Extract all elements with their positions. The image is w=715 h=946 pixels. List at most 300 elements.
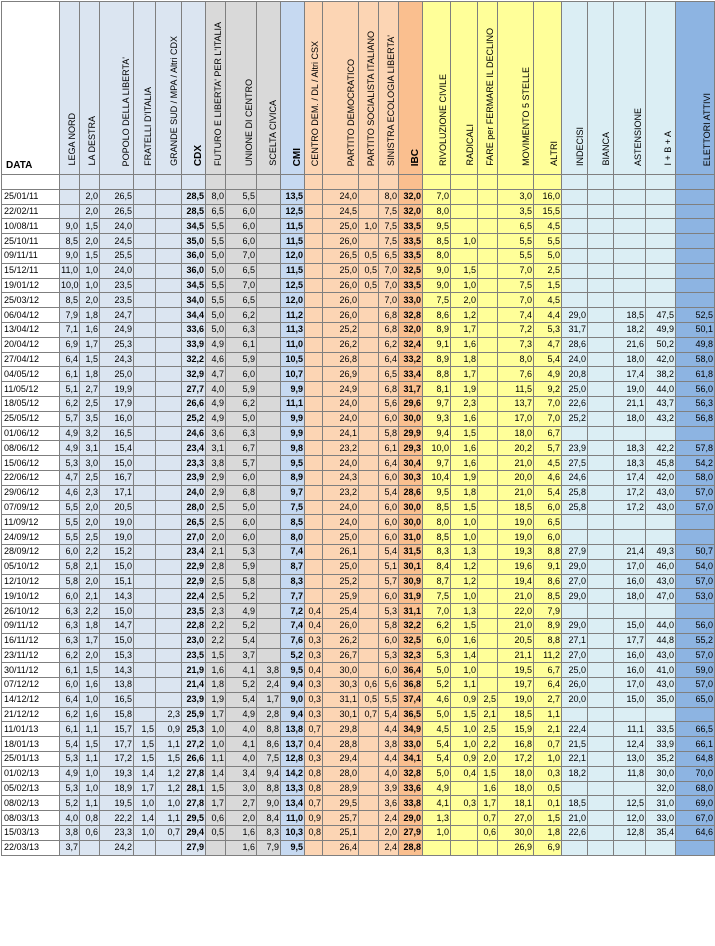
value-cell: 17,1 xyxy=(100,485,134,500)
value-cell xyxy=(156,189,182,204)
value-cell xyxy=(588,441,614,456)
value-cell xyxy=(359,352,379,367)
value-cell xyxy=(478,470,498,485)
value-cell: 1,6 xyxy=(451,441,478,456)
value-cell: 6,0 xyxy=(226,470,257,485)
value-cell: 45,8 xyxy=(646,456,676,471)
value-cell xyxy=(646,530,676,545)
value-cell xyxy=(676,293,715,308)
value-cell: 1,5 xyxy=(534,811,562,826)
value-cell: 7,9 xyxy=(534,604,562,619)
value-cell: 57,0 xyxy=(676,648,715,663)
value-cell xyxy=(588,796,614,811)
value-cell: 5,3 xyxy=(423,648,451,663)
value-cell: 16,8 xyxy=(498,737,534,752)
value-cell xyxy=(646,219,676,234)
date-cell: 25/03/12 xyxy=(2,293,60,308)
value-cell: 0,3 xyxy=(305,707,323,722)
value-cell xyxy=(257,426,281,441)
value-cell: 22,0 xyxy=(498,604,534,619)
column-header xyxy=(562,2,588,175)
value-cell xyxy=(156,293,182,308)
value-cell: 1,7 xyxy=(451,367,478,382)
spacer-cell xyxy=(305,175,323,190)
value-cell: 9,0 xyxy=(423,263,451,278)
value-cell xyxy=(478,352,498,367)
value-cell: 32,9 xyxy=(182,367,206,382)
value-cell: 24,0 xyxy=(323,396,359,411)
column-header-label: GRANDE SUD / MPA / Altri CDX xyxy=(169,36,179,166)
value-cell xyxy=(134,441,156,456)
value-cell xyxy=(156,648,182,663)
value-cell: 19,0 xyxy=(100,530,134,545)
value-cell xyxy=(305,470,323,485)
value-cell xyxy=(614,781,646,796)
value-cell: 6,0 xyxy=(423,633,451,648)
value-cell: 8,8 xyxy=(257,781,281,796)
spacer-cell xyxy=(379,175,399,190)
value-cell xyxy=(257,648,281,663)
date-cell: 20/04/12 xyxy=(2,337,60,352)
value-cell: 5,2 xyxy=(226,589,257,604)
value-cell: 6,1 xyxy=(379,441,399,456)
value-cell: 1,0 xyxy=(206,737,226,752)
value-cell xyxy=(305,840,323,855)
value-cell: 2,0 xyxy=(80,500,100,515)
value-cell: 9,0 xyxy=(423,278,451,293)
value-cell xyxy=(305,189,323,204)
value-cell: 16,0 xyxy=(614,574,646,589)
value-cell xyxy=(156,559,182,574)
value-cell xyxy=(588,485,614,500)
value-cell: 11,3 xyxy=(281,322,305,337)
value-cell: 21,4 xyxy=(182,678,206,693)
value-cell xyxy=(359,648,379,663)
value-cell xyxy=(478,604,498,619)
value-cell: 24,0 xyxy=(323,515,359,530)
value-cell xyxy=(305,574,323,589)
value-cell: 1,1 xyxy=(451,678,478,693)
value-cell: 12,0 xyxy=(614,811,646,826)
value-cell: 25,2 xyxy=(323,322,359,337)
value-cell: 24,3 xyxy=(323,470,359,485)
value-cell: 33,5 xyxy=(399,234,423,249)
value-cell: 27,0 xyxy=(562,648,588,663)
value-cell: 25,8 xyxy=(562,500,588,515)
column-header xyxy=(646,2,676,175)
value-cell: 15,5 xyxy=(534,204,562,219)
value-cell: 28,6 xyxy=(399,485,423,500)
value-cell xyxy=(156,337,182,352)
value-cell: 7,5 xyxy=(498,278,534,293)
value-cell xyxy=(646,189,676,204)
value-cell: 11,8 xyxy=(614,766,646,781)
value-cell xyxy=(359,470,379,485)
value-cell xyxy=(478,678,498,693)
value-cell xyxy=(156,426,182,441)
value-cell: 13,3 xyxy=(281,781,305,796)
value-cell: 23,4 xyxy=(182,441,206,456)
value-cell xyxy=(359,559,379,574)
value-cell: 20,0 xyxy=(562,692,588,707)
value-cell xyxy=(676,426,715,441)
column-header xyxy=(305,2,323,175)
value-cell: 25,0 xyxy=(323,263,359,278)
value-cell: 26,7 xyxy=(323,648,359,663)
spacer-cell xyxy=(646,175,676,190)
value-cell: 5,4 xyxy=(226,692,257,707)
value-cell xyxy=(257,411,281,426)
value-cell xyxy=(156,456,182,471)
value-cell: 24,0 xyxy=(323,411,359,426)
value-cell xyxy=(359,574,379,589)
value-cell: 12,8 xyxy=(614,826,646,841)
value-cell: 0,3 xyxy=(305,752,323,767)
value-cell xyxy=(359,722,379,737)
value-cell: 30,0 xyxy=(498,826,534,841)
column-header xyxy=(451,2,478,175)
value-cell: 2,0 xyxy=(80,293,100,308)
value-cell: 50,1 xyxy=(676,322,715,337)
value-cell: 22,4 xyxy=(182,589,206,604)
value-cell xyxy=(646,248,676,263)
date-cell: 08/02/13 xyxy=(2,796,60,811)
value-cell: 24,1 xyxy=(323,426,359,441)
column-header xyxy=(359,2,379,175)
value-cell: 7,0 xyxy=(498,263,534,278)
value-cell xyxy=(257,456,281,471)
value-cell xyxy=(156,515,182,530)
value-cell xyxy=(305,352,323,367)
value-cell: 4,7 xyxy=(60,470,80,485)
value-cell xyxy=(257,219,281,234)
column-header xyxy=(614,2,646,175)
spacer-cell xyxy=(399,175,423,190)
column-header-label: CDX xyxy=(193,144,204,166)
column-header-label: ELETTORI ATTIVI xyxy=(702,92,712,166)
value-cell xyxy=(257,293,281,308)
date-cell: 09/11/11 xyxy=(2,248,60,263)
value-cell: 0,5 xyxy=(359,263,379,278)
header-spacer-row xyxy=(2,175,715,190)
value-cell: 21,9 xyxy=(182,663,206,678)
value-cell: 25,0 xyxy=(323,530,359,545)
column-header-label: SCELTA CIVICA xyxy=(268,100,278,166)
value-cell xyxy=(614,604,646,619)
value-cell xyxy=(478,559,498,574)
value-cell: 25,0 xyxy=(100,367,134,382)
value-cell: 2,1 xyxy=(206,544,226,559)
value-cell: 0,8 xyxy=(305,766,323,781)
value-cell: 17,4 xyxy=(614,367,646,382)
value-cell: 19,9 xyxy=(100,382,134,397)
value-cell xyxy=(156,263,182,278)
value-cell: 6,0 xyxy=(226,367,257,382)
value-cell: 27,0 xyxy=(562,574,588,589)
value-cell: 33,0 xyxy=(646,811,676,826)
table-row xyxy=(2,441,715,456)
value-cell: 22,1 xyxy=(562,752,588,767)
value-cell xyxy=(134,411,156,426)
value-cell: 28,6 xyxy=(562,337,588,352)
value-cell: 1,7 xyxy=(451,322,478,337)
value-cell: 1,2 xyxy=(451,308,478,323)
value-cell: 7,0 xyxy=(226,248,257,263)
value-cell: 23,3 xyxy=(182,456,206,471)
value-cell: 17,2 xyxy=(100,752,134,767)
value-cell: 10,4 xyxy=(423,470,451,485)
value-cell xyxy=(588,544,614,559)
value-cell xyxy=(257,441,281,456)
value-cell: 5,2 xyxy=(226,678,257,693)
value-cell xyxy=(646,840,676,855)
value-cell xyxy=(134,589,156,604)
value-cell: 9,4 xyxy=(423,426,451,441)
value-cell: 22,2 xyxy=(100,811,134,826)
value-cell: 26,5 xyxy=(100,189,134,204)
value-cell: 5,3 xyxy=(534,322,562,337)
value-cell xyxy=(478,278,498,293)
value-cell: 5,0 xyxy=(423,766,451,781)
column-header-label: IBC xyxy=(410,148,421,166)
value-cell xyxy=(305,589,323,604)
value-cell: 5,0 xyxy=(226,411,257,426)
value-cell: 0,6 xyxy=(478,826,498,841)
value-cell xyxy=(359,411,379,426)
value-cell: 34,4 xyxy=(182,308,206,323)
value-cell: 1,2 xyxy=(451,574,478,589)
value-cell: 17,0 xyxy=(498,411,534,426)
value-cell: 4,0 xyxy=(206,382,226,397)
value-cell: 57,0 xyxy=(676,574,715,589)
value-cell: 2,0 xyxy=(451,293,478,308)
value-cell: 26,5 xyxy=(323,248,359,263)
value-cell: 18,0 xyxy=(614,411,646,426)
value-cell: 32,8 xyxy=(399,766,423,781)
value-cell xyxy=(614,219,646,234)
value-cell xyxy=(134,367,156,382)
value-cell: 11,2 xyxy=(534,648,562,663)
value-cell xyxy=(359,737,379,752)
value-cell: 25,0 xyxy=(562,382,588,397)
value-cell: 12,5 xyxy=(281,278,305,293)
value-cell: 8,8 xyxy=(534,633,562,648)
value-cell xyxy=(562,204,588,219)
value-cell: 8,8 xyxy=(257,722,281,737)
value-cell: 6,7 xyxy=(534,663,562,678)
value-cell xyxy=(676,189,715,204)
value-cell xyxy=(359,811,379,826)
value-cell: 18,5 xyxy=(498,500,534,515)
value-cell xyxy=(451,781,478,796)
value-cell xyxy=(305,337,323,352)
table-row xyxy=(2,515,715,530)
value-cell xyxy=(423,840,451,855)
value-cell xyxy=(562,530,588,545)
value-cell: 6,2 xyxy=(60,707,80,722)
value-cell: 5,8 xyxy=(60,559,80,574)
value-cell: 3,9 xyxy=(379,781,399,796)
value-cell: 5,3 xyxy=(226,544,257,559)
value-cell: 2,0 xyxy=(80,515,100,530)
value-cell xyxy=(478,485,498,500)
value-cell: 25,0 xyxy=(323,219,359,234)
value-cell: 8,0 xyxy=(423,204,451,219)
value-cell xyxy=(588,500,614,515)
value-cell: 18,5 xyxy=(614,308,646,323)
value-cell: 1,3 xyxy=(451,604,478,619)
value-cell: 8,8 xyxy=(534,544,562,559)
value-cell: 4,0 xyxy=(60,811,80,826)
value-cell xyxy=(156,589,182,604)
value-cell: 17,9 xyxy=(100,396,134,411)
value-cell: 13,8 xyxy=(100,678,134,693)
value-cell xyxy=(588,648,614,663)
value-cell xyxy=(676,840,715,855)
value-cell: 50,7 xyxy=(676,544,715,559)
value-cell: 0,3 xyxy=(451,796,478,811)
column-header-label: PARTITO SOCIALISTA ITALIANO xyxy=(366,30,376,166)
column-header-label: RIVOLUZIONE CIVILE xyxy=(438,73,448,166)
value-cell xyxy=(305,234,323,249)
value-cell: 6,0 xyxy=(226,234,257,249)
value-cell: 4,6 xyxy=(206,352,226,367)
value-cell: 10,7 xyxy=(281,367,305,382)
value-cell: 11,5 xyxy=(281,219,305,234)
value-cell: 18,5 xyxy=(498,707,534,722)
value-cell: 2,9 xyxy=(206,485,226,500)
value-cell: 66,5 xyxy=(676,722,715,737)
value-cell: 4,9 xyxy=(60,766,80,781)
value-cell xyxy=(257,396,281,411)
value-cell xyxy=(305,396,323,411)
value-cell: 5,9 xyxy=(226,559,257,574)
spacer-cell xyxy=(80,175,100,190)
value-cell xyxy=(257,515,281,530)
value-cell xyxy=(614,426,646,441)
value-cell: 2,0 xyxy=(80,204,100,219)
value-cell: 32,0 xyxy=(399,204,423,219)
value-cell: 9,1 xyxy=(423,337,451,352)
value-cell: 17,4 xyxy=(614,470,646,485)
value-cell: 49,3 xyxy=(646,544,676,559)
column-header-label: UNIONE DI CENTRO xyxy=(244,78,254,166)
value-cell xyxy=(134,456,156,471)
value-cell xyxy=(305,559,323,574)
value-cell: 15,4 xyxy=(100,441,134,456)
value-cell: 26,0 xyxy=(323,618,359,633)
value-cell: 29,0 xyxy=(399,811,423,826)
value-cell: 5,5 xyxy=(60,515,80,530)
column-header-label: ASTENSIONE xyxy=(633,107,643,166)
value-cell: 4,4 xyxy=(534,308,562,323)
value-cell: 23,5 xyxy=(182,604,206,619)
value-cell xyxy=(359,826,379,841)
value-cell: 26,9 xyxy=(323,367,359,382)
column-header xyxy=(134,2,156,175)
value-cell: 13,7 xyxy=(498,396,534,411)
value-cell xyxy=(257,544,281,559)
value-cell xyxy=(588,840,614,855)
value-cell: 1,6 xyxy=(80,322,100,337)
value-cell xyxy=(359,441,379,456)
value-cell: 24,6 xyxy=(562,470,588,485)
value-cell: 0,3 xyxy=(305,648,323,663)
value-cell xyxy=(562,263,588,278)
value-cell: 32,2 xyxy=(182,352,206,367)
value-cell: 24,0 xyxy=(562,352,588,367)
header-date: DATA xyxy=(2,2,60,175)
column-header-label: CMI xyxy=(292,147,303,166)
value-cell: 1,8 xyxy=(534,826,562,841)
value-cell: 6,9 xyxy=(60,337,80,352)
value-cell: 24,5 xyxy=(100,234,134,249)
value-cell: 6,1 xyxy=(60,367,80,382)
value-cell: 3,8 xyxy=(60,826,80,841)
date-cell: 14/12/12 xyxy=(2,692,60,707)
value-cell xyxy=(156,204,182,219)
value-cell xyxy=(478,396,498,411)
date-cell: 25/10/11 xyxy=(2,234,60,249)
value-cell: 26,5 xyxy=(182,515,206,530)
table-row xyxy=(2,337,715,352)
value-cell: 56,0 xyxy=(676,618,715,633)
value-cell: 26,0 xyxy=(323,234,359,249)
value-cell: 11,0 xyxy=(281,337,305,352)
date-cell: 25/01/11 xyxy=(2,189,60,204)
value-cell xyxy=(478,382,498,397)
value-cell: 1,9 xyxy=(206,692,226,707)
value-cell: 42,2 xyxy=(646,441,676,456)
table-row xyxy=(2,766,715,781)
value-cell: 44,8 xyxy=(646,633,676,648)
column-header-label: MOVIMENTO 5 STELLE xyxy=(521,67,531,166)
value-cell: 1,5 xyxy=(134,722,156,737)
value-cell: 1,0 xyxy=(451,722,478,737)
date-cell: 11/01/13 xyxy=(2,722,60,737)
value-cell: 3,4 xyxy=(226,766,257,781)
date-cell: 25/05/12 xyxy=(2,411,60,426)
value-cell xyxy=(156,219,182,234)
value-cell xyxy=(134,840,156,855)
table-row xyxy=(2,707,715,722)
value-cell xyxy=(588,707,614,722)
value-cell: 19,0 xyxy=(614,382,646,397)
value-cell xyxy=(646,234,676,249)
value-cell: 23,9 xyxy=(182,470,206,485)
value-cell: 50,2 xyxy=(646,337,676,352)
table-row xyxy=(2,234,715,249)
value-cell: 6,3 xyxy=(226,426,257,441)
value-cell xyxy=(588,737,614,752)
value-cell: 26,2 xyxy=(323,337,359,352)
value-cell: 1,0 xyxy=(451,278,478,293)
value-cell xyxy=(134,204,156,219)
value-cell: 54,2 xyxy=(676,456,715,471)
value-cell xyxy=(60,189,80,204)
value-cell: 1,0 xyxy=(451,737,478,752)
value-cell xyxy=(156,234,182,249)
value-cell xyxy=(562,707,588,722)
value-cell: 13,8 xyxy=(281,722,305,737)
table-row xyxy=(2,456,715,471)
value-cell: 34,5 xyxy=(182,219,206,234)
value-cell: 14,2 xyxy=(281,766,305,781)
table-row xyxy=(2,263,715,278)
value-cell xyxy=(257,322,281,337)
value-cell xyxy=(588,382,614,397)
value-cell: 15,0 xyxy=(100,633,134,648)
